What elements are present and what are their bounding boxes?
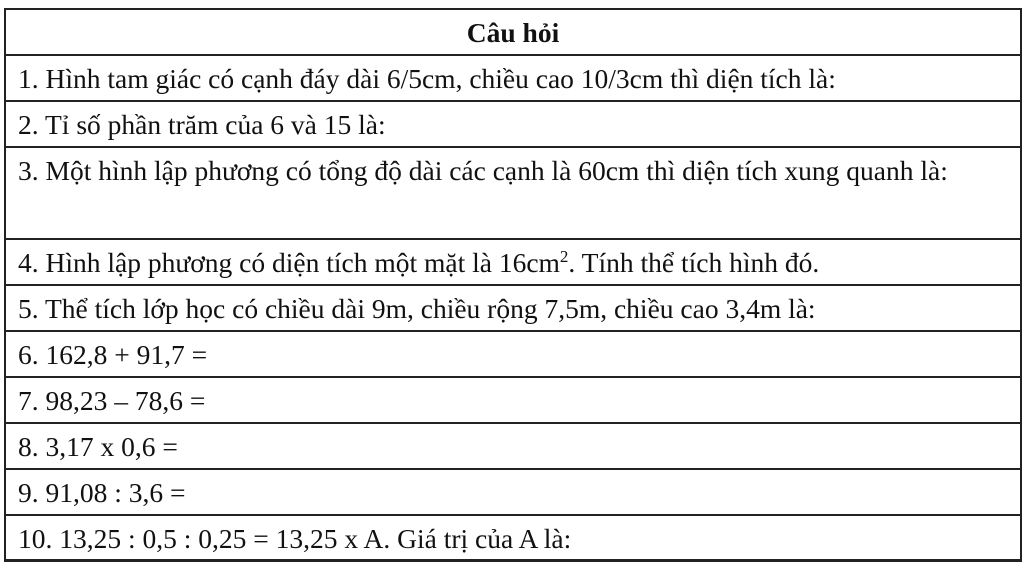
question-7: 7. 98,23 – 78,6 =	[6, 378, 1020, 424]
question-2: 2. Tỉ số phần trăm của 6 và 15 là:	[6, 102, 1020, 148]
question-10: 10. 13,25 : 0,5 : 0,25 = 13,25 x A. Giá trị của A là:	[6, 516, 1020, 562]
question-8: 8. 3,17 x 0,6 =	[6, 424, 1020, 470]
question-4-superscript: 2	[559, 247, 569, 266]
question-1: 1. Hình tam giác có cạnh đáy dài 6/5cm, chiều cao 10/3cm thì diện tích là:	[6, 56, 1020, 102]
question-3: 3. Một hình lập phương có tổng độ dài các cạnh là 60cm thì diện tích xung quanh là:	[6, 148, 1020, 240]
question-5: 5. Thể tích lớp học có chiều dài 9m, chiều rộng 7,5m, chiều cao 3,4m là:	[6, 286, 1020, 332]
question-4	[6, 240, 1020, 286]
questions-table	[4, 8, 1022, 562]
question-9: 9. 91,08 : 3,6 =	[6, 470, 1020, 516]
question-4-text-before: 4. Hình lập phương có diện tích một mặt là 16cm	[18, 247, 560, 278]
question-4-text-after: . Tính thể tích hình đó.	[568, 247, 820, 278]
question-6: 6. 162,8 + 91,7 =	[6, 332, 1020, 378]
table-header: Câu hỏi	[6, 10, 1020, 56]
